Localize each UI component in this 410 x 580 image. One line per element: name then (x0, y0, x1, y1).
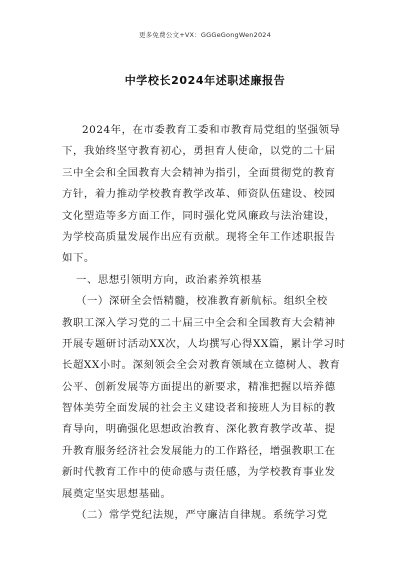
paragraph-line: 文化塑造等多方面工作，同时强化党风廉政与法治建设， (62, 209, 336, 222)
paragraph-line: 教职工深入学习党的二十届三中全会和全国教育大会精神 (62, 316, 336, 329)
paragraph-line: 展奠定坚实思想基础。 (62, 487, 172, 500)
paragraph-line: 三中全会和全国教育大会精神为指引，全面贯彻党的教育 (62, 166, 336, 179)
header-note: 更多免费公文+VX：GGGeGongWen2024 (139, 31, 271, 39)
subsection-line: （一）深研全会悟精髓，校准教育新航标。组织全校 (76, 295, 328, 308)
paragraph-line: 如下。 (62, 252, 95, 265)
paragraph-line: 升教育服务经济社会发展能力的工作路径，增强教职工在 (62, 444, 336, 457)
paragraph-line: 2024年，在市委教育工委和市教育局党组的坚强领导 (82, 124, 341, 136)
document-title: 中学校长2024年述职述廉报告 (124, 74, 286, 87)
section-heading: 一、思想引领明方向，政治素养筑根基 (76, 273, 262, 286)
paragraph-line: 方针，着力推动学校教育教学改革、师资队伍建设、校园 (62, 188, 336, 201)
paragraph-line: 下，我始终坚守教育初心，勇担育人使命，以党的二十届 (62, 145, 336, 158)
paragraph-line: 为学校高质量发展作出应有贡献。现将全年工作述职报告 (62, 230, 336, 243)
paragraph-line: 育导向，明确强化思想政治教育、深化教育教学改革、提 (62, 423, 336, 436)
paragraph-line: 公平、创新发展等方面提出的新要求，精准把握以培养德 (62, 380, 336, 393)
subsection-line: （二）常学党纪法规，严守廉洁自律规。系统学习党 (76, 509, 328, 522)
document-body (62, 120, 352, 526)
paragraph-line: 智体美劳全面发展的社会主义建设者和接班人为目标的教 (62, 402, 336, 415)
paragraph-line: 开展专题研讨活动XX次，人均撰写心得XX篇，累计学习时 (62, 337, 346, 350)
paragraph-line: 新时代教育工作中的使命感与责任感，为学校教育事业发 (62, 466, 336, 479)
paragraph-line: 长超XX小时。深刻领会全会对教育领域在立德树人、教育 (62, 359, 341, 372)
